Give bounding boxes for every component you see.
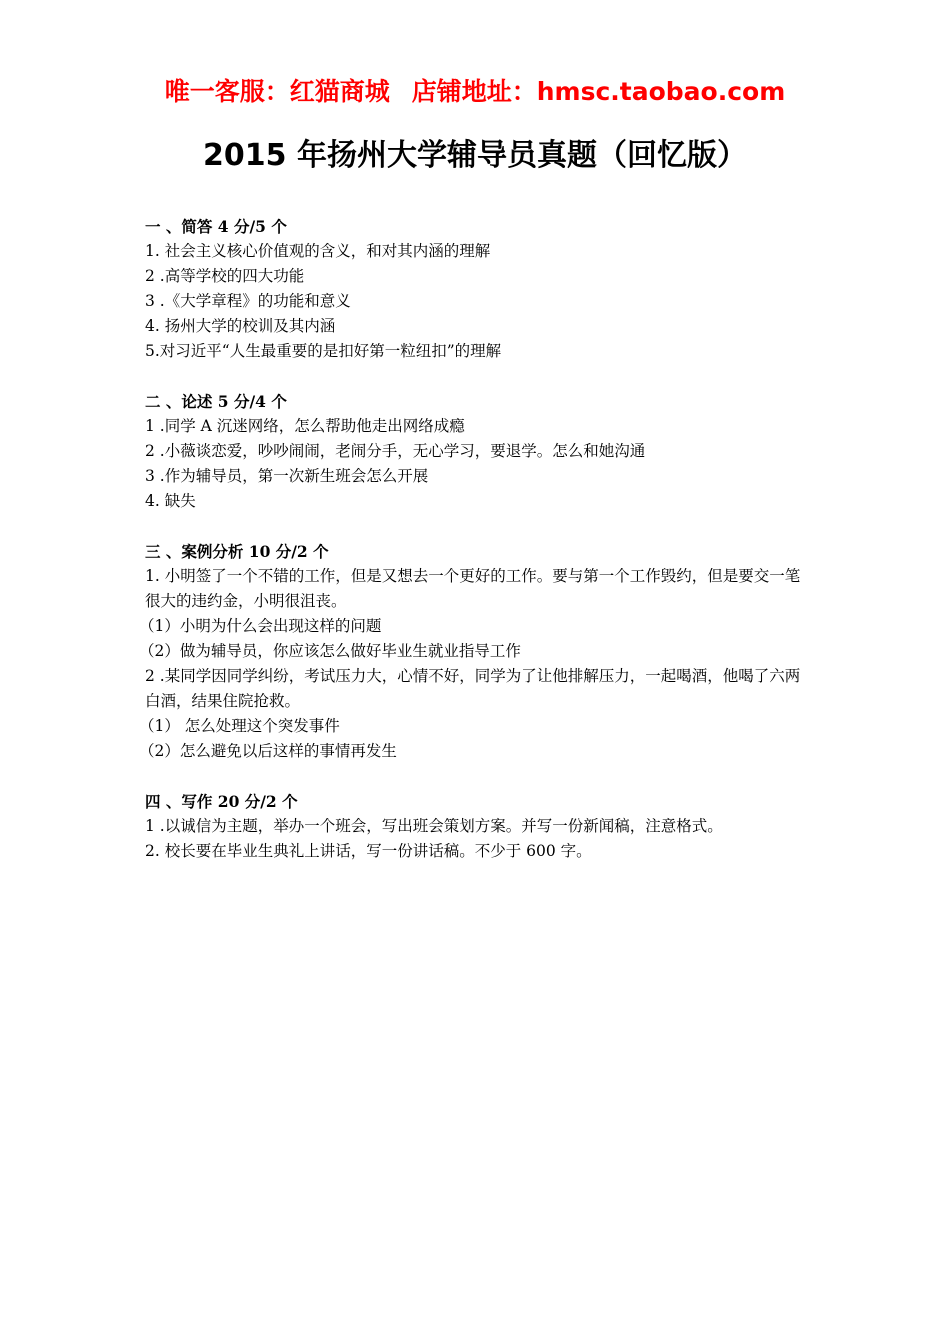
sub-question-item: （1） 怎么处理这个突发事件 [139, 717, 340, 735]
question-item: 4. 扬州大学的校训及其内涵 [145, 317, 336, 335]
question-item: 1. 社会主义核心价值观的含义，和对其内涵的理解 [145, 242, 491, 260]
shop-address-text: 店铺地址：hmsc.taobao.com [411, 77, 786, 106]
question-item: 2 .某同学因同学纠纷，考试压力大，心情不好，同学为了让他排解压力，一起喝酒，他喝了六两白酒，结果住院抢救。 [145, 667, 801, 710]
ad-header [0, 74, 950, 110]
question-item: 4. 缺失 [145, 492, 196, 510]
section-heading: 四 、写作 20 分/2 个 [145, 792, 298, 811]
section-essay [145, 389, 810, 514]
question-item: 2. 校长要在毕业生典礼上讲话，写一份讲话稿。不少于 600 字。 [145, 842, 592, 860]
question-item: 3 .作为辅导员，第一次新生班会怎么开展 [145, 467, 429, 485]
customer-service-text: 唯一客服：红猫商城 [164, 77, 390, 106]
section-heading: 三 、案例分析 10 分/2 个 [145, 542, 329, 561]
sub-question-item: （1）小明为什么会出现这样的问题 [139, 617, 382, 635]
section-short-answer [145, 214, 810, 364]
section-heading: 一 、简答 4 分/5 个 [145, 217, 287, 236]
question-item: 2 .高等学校的四大功能 [145, 267, 305, 285]
question-item: 5.对习近平“人生最重要的是扣好第一粒纽扣”的理解 [145, 342, 502, 360]
section-case-analysis [139, 539, 810, 764]
question-item: 1 .同学 A 沉迷网络，怎么帮助他走出网络成瘾 [145, 417, 465, 435]
question-item: 3 .《大学章程》的功能和意义 [145, 292, 351, 310]
question-item: 1. 小明签了一个不错的工作，但是又想去一个更好的工作。要与第一个工作毁约，但是要交一笔很大的违约金，小明很沮丧。 [145, 567, 801, 610]
sub-question-item: （2）怎么避免以后这样的事情再发生 [139, 742, 397, 760]
question-item: 1 .以诚信为主题，举办一个班会，写出班会策划方案。并写一份新闻稿，注意格式。 [145, 817, 723, 835]
page-title: 2015 年扬州大学辅导员真题（回忆版） [203, 138, 747, 173]
sub-question-item: （2）做为辅导员，你应该怎么做好毕业生就业指导工作 [139, 642, 521, 660]
document-body [139, 214, 810, 889]
section-heading: 二 、论述 5 分/4 个 [145, 392, 287, 411]
question-item: 2 .小薇谈恋爱，吵吵闹闹，老闹分手，无心学习，要退学。怎么和她沟通 [145, 442, 646, 460]
section-writing [145, 789, 810, 864]
